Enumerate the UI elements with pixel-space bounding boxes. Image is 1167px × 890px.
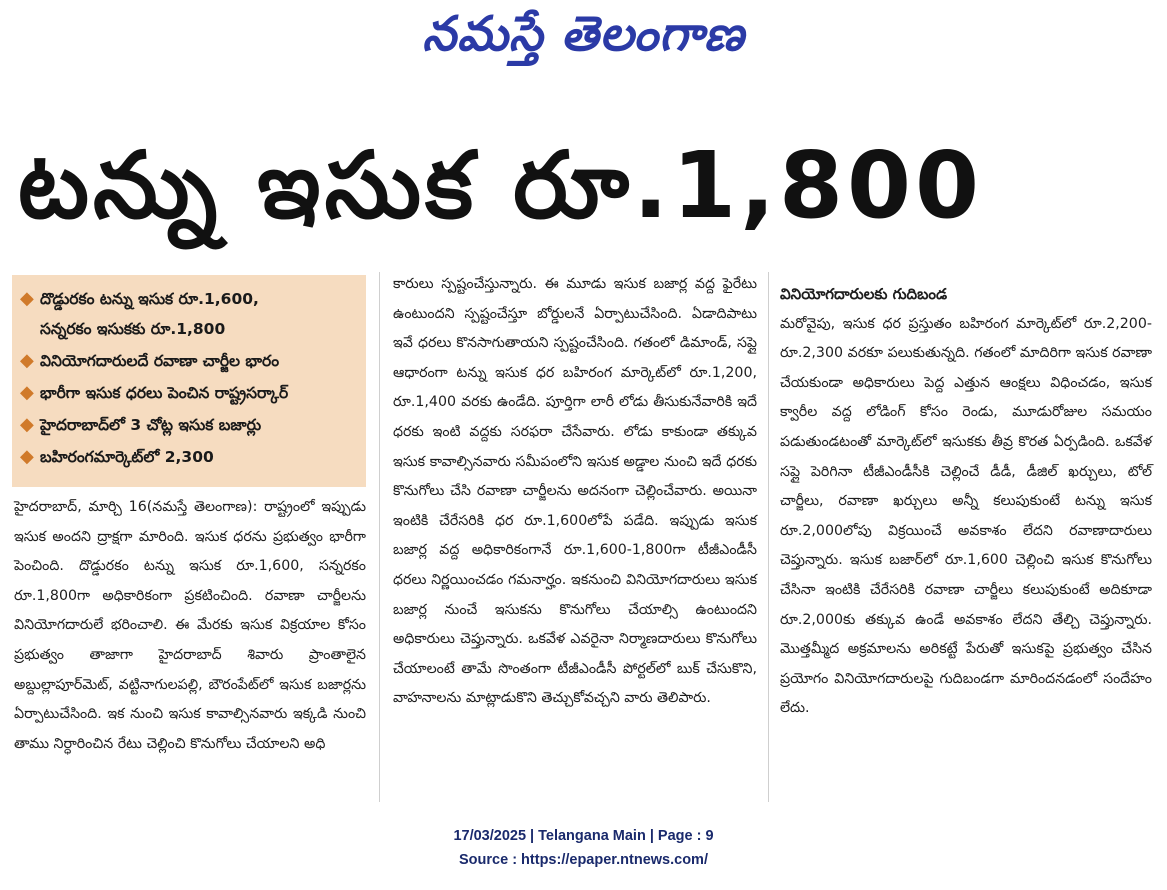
column-3-text: మరోవైపు, ఇసుక ధర ప్రస్తుతం బహిరంగ మార్కెట్‌లో రూ.2,200-రూ.2,300 వరకూ పలుకుతున్నది. గతంలో మాదిరిగా ఇసుక రవాణా చేయకుండా అధికారులు పెద్ద ఎత్తున ఆంక్షలు విధించడం, ఇసుక క్వారీల వద్ద లోడింగ్ కోసం రెండు, మూడురోజుల సమయం పడుతుండటంతో మార్కెట్‌లో ఇసుకకు తీవ్ర కొరత ఏర్పడింది. ఒకవేళ సప్లై పెరిగినా టీజీఎండీసీకి చెల్లించే డీడీ, డీజిల్ ఖర్చులు, టోల్ చార్జీలు, రవాణా ఖర్చులు అన్నీ కలుపుకుంటే టన్ను ఇసుక రూ.2,000లోపు విక్రయించే అవకాశం లేదని రవాణాదారులు చెప్తున్నారు. ఇసుక బజార్‌లో రూ.1,600 చెల్లించి ఇసుక కొనుగోలు చేసినా ఇంటికి చేరేసరికి రవాణా చార్జీలు కలుపుకుంటే అదికూడా రూ.2,000కు తక్కువ ఉండే అవకాశం లేదని తేల్చి చెప్తున్నారు. మొత్తమ్మీద అక్రమాలను అరికట్టే పేరుతో ఇసుకపై ప్రభుత్వం చేసిన ప్రయోగం వినియోగదారులపై గుదిబండగా మారిందనడంలో సందేహం లేదు. [780,315,1152,717]
highlight-item: ◆ బహిరంగమార్కెట్‌లో 2,300 [18,441,360,473]
bullet-icon: ◆ [20,446,34,467]
column-1-text: హైదరాబాద్, మార్చి 16(నమస్తే తెలంగాణ): రాష్ట్రంలో ఇప్పుడు ఇసుక అందని ద్రాక్షగా మారింది. ఇసుక ధరను ప్రభుత్వం భారీగా పెంచింది. దొడ్డురకం టన్ను ఇసుక రూ.1,600, సన్నరకం రూ.1,800గా అధికారికంగా ప్రకటించింది. రవాణా చార్జీలను వినియోగదారులే భరించాలి. ఈ మేరకు ఇసుక విక్రయాల కోసం ప్రభుత్వం తాజాగా హైదరాబాద్ శివారు ప్రాంతాలైన అబ్దుల్లాపూర్‌మెట్, వట్టినాగులపల్లి, బౌరంపేట్‌లో ఇసుక బజార్లను ఏర్పాటుచేసింది. ఇక నుంచి ఇసుక కావాల్సినవారు ఇక్కడి నుంచి తాము నిర్ధారించిన రేటు చెల్లించి కొనుగోలు చేయాలని అధి [14,499,366,752]
bullet-icon: ◆ [20,288,34,309]
bullet-icon: ◆ [20,414,34,435]
article-column-1 [14,493,366,759]
column-2-text: కారులు స్పష్టంచేస్తున్నారు. ఈ మూడు ఇసుక బజార్ల వద్ద ఫైరేటు ఉంటుందని స్పష్టంచేస్తూ బోర్డులనే ఏర్పాటుచేసింది. ఏడాదిపాటు ఇవే ధరలు కొనసాగుతాయని స్పష్టంచేసింది. గతంలో డిమాండ్, సప్లై ఆధారంగా టన్ను ఇసుక ధర బహిరంగ మార్కెట్‌లో రూ.1,200, రూ.1,400 వరకు ఉండేది. పూర్తిగా లారీ లోడు తీసుకునేవారికి ఇదే ధరకు ఇంటి వద్దకు సరఫరా చేసేవారు. లోడు కాకుండా తక్కువ ఇసుక కావాల్సినవారు సమీపంలోని ఇసుక అడ్డాల నుంచి ఇదే ధరకు కొనుగోలు చేసి రవాణా చార్జీలను అదనంగా చెల్లించేవారు. అయినా ఇంటికి చేరేసరికి ధర రూ.1,600లోపే పడేది. ఇప్పుడు ఇసుక బజార్ల వద్ద అధికారికంగానే రూ.1,600-1,800గా టీజీఎండీసీ ధరలు నిర్ణయించడం గమనార్హం. ఇకనుంచి వినియోగదారులు ఇసుక బజార్ల నుంచే ఇసుకను కొనుగోలు చేయాల్సి ఉంటుందని అధికారులు చెప్తున్నారు. ఒకవేళ ఎవరైనా నిర్మాణదారులు కొనుగోలు చేయాలంటే తామే సొంతంగా టీజీఎండీసీ పోర్టల్‌లో బుక్ చేసుకొని, వాహనాలను మాట్లాడుకొని తెచ్చుకోవచ్చని వారు తెలిపారు. [393,276,757,707]
highlight-item: ◆ భారీగా ఇసుక ధరలు పెంచిన రాష్ట్రసర్కార్ [18,377,360,409]
highlight-item: ◆ వినియోగదారులదే రవాణా చార్జీల భారం [18,345,360,377]
masthead-title: నమస్తే తెలంగాణ [422,6,745,62]
page-footer [0,824,1167,872]
column-divider [768,272,769,802]
article-column-2 [393,270,757,714]
column-divider [379,272,380,802]
footer-source-line: Source : https://epaper.ntnews.com/ [459,852,708,868]
highlight-item: ◆ దొడ్డురకం టన్ను ఇసుక రూ.1,600, సన్నరకం ఇసుకకు రూ.1,800 [18,283,360,345]
highlights-box [12,275,366,487]
column-3-subheading: వినియోగదారులకు గుదిబండ [780,285,948,303]
highlight-item: ◆ హైదరాబాద్‌లో 3 చోట్ల ఇసుక బజార్లు [18,409,360,441]
footer-date-line: 17/03/2025 | Telangana Main | Page : 9 [453,828,714,844]
bullet-icon: ◆ [20,382,34,403]
article-column-3 [780,280,1152,724]
masthead [0,0,1167,80]
bullet-icon: ◆ [20,350,34,371]
headline: టన్ను ఇసుక రూ.1,800 [18,132,984,239]
